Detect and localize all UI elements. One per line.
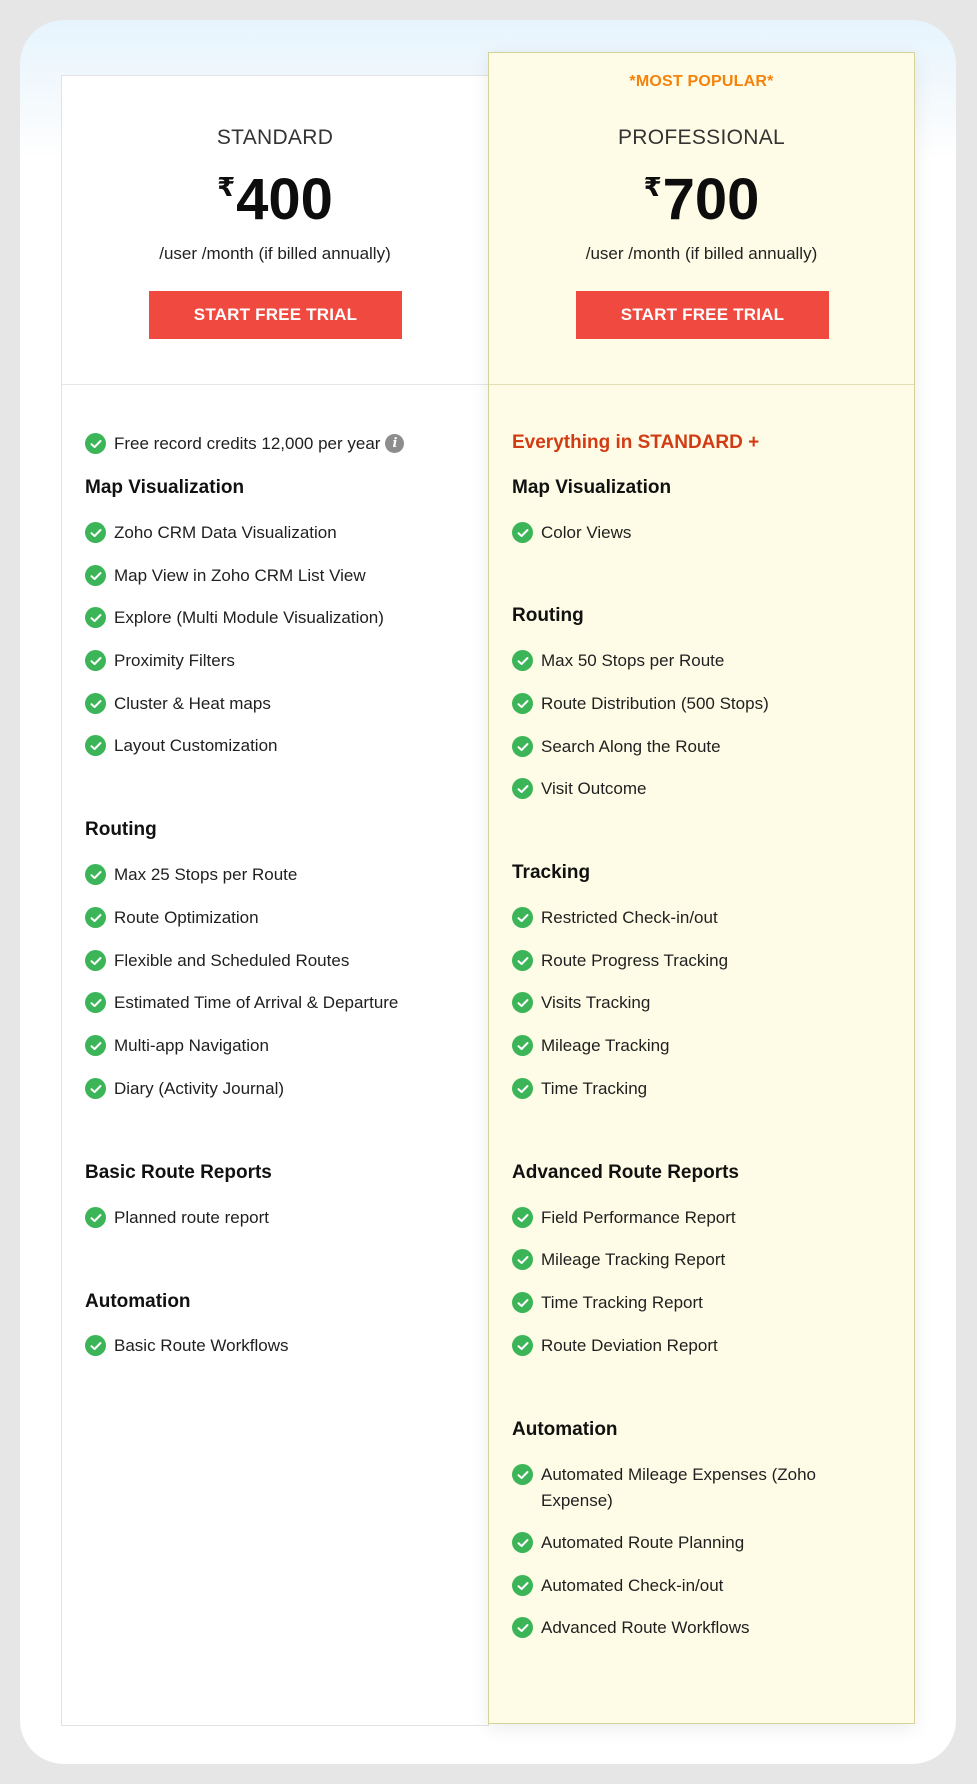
- check-icon: [512, 1078, 533, 1099]
- feature-item: [85, 1076, 284, 1102]
- check-icon: [512, 1575, 533, 1596]
- feature-item: [512, 776, 647, 802]
- check-icon: [85, 1078, 106, 1099]
- feature-item: [85, 1033, 269, 1059]
- check-icon: [512, 1617, 533, 1638]
- check-icon: [85, 992, 106, 1013]
- feature-item: [85, 648, 235, 674]
- feature-label: Field Performance Report: [541, 1208, 736, 1227]
- check-icon: [512, 778, 533, 799]
- feature-label: Cluster & Heat maps: [114, 694, 271, 713]
- check-icon: [512, 1464, 533, 1485]
- price-amount: 700: [662, 167, 760, 232]
- feature-item: [512, 1205, 736, 1231]
- billing-note: /user /month (if billed annually): [159, 244, 391, 263]
- feature-item: [512, 1615, 750, 1641]
- feature-item: [85, 1333, 288, 1359]
- feature-label: Route Deviation Report: [541, 1336, 718, 1355]
- feature-item: [512, 1573, 723, 1599]
- feature-label: Automated Check-in/out: [541, 1576, 724, 1595]
- section-title: Automation: [512, 1419, 618, 1440]
- currency-symbol: ₹: [643, 172, 662, 202]
- feature-item: [85, 563, 366, 589]
- feature-label: Automated Route Planning: [541, 1533, 745, 1552]
- price-amount: 400: [236, 167, 333, 232]
- section-title: Tracking: [512, 862, 591, 883]
- check-icon: [512, 1292, 533, 1313]
- feature-label: Restricted Check-in/out: [541, 908, 718, 927]
- feature-label: Multi-app Navigation: [114, 1036, 269, 1055]
- feature-item: [512, 1290, 703, 1316]
- section-title: Advanced Route Reports: [512, 1162, 739, 1183]
- feature-item: [512, 990, 650, 1016]
- plan-price: [489, 168, 914, 232]
- feature-label: Time Tracking: [541, 1079, 648, 1098]
- start-free-trial-button[interactable]: START FREE TRIAL: [576, 291, 829, 339]
- feature-item: [85, 605, 384, 631]
- plan-card-professional: [488, 52, 915, 1724]
- check-icon: [85, 1035, 106, 1056]
- feature-label: Zoho CRM Data Visualization: [114, 523, 337, 542]
- feature-item: [85, 733, 277, 759]
- check-icon: [85, 735, 106, 756]
- feature-item: [512, 520, 631, 546]
- check-icon: [512, 950, 533, 971]
- currency-symbol: ₹: [217, 172, 236, 202]
- billing-note: /user /month (if billed annually): [585, 244, 818, 263]
- feature-label: Mileage Tracking: [541, 1036, 670, 1055]
- check-icon: [85, 1207, 106, 1228]
- feature-label: Flexible and Scheduled Routes: [114, 951, 350, 970]
- feature-item: [512, 691, 769, 717]
- feature-item: [512, 1076, 647, 1102]
- section-title: Routing: [512, 605, 584, 626]
- check-icon: [85, 522, 106, 543]
- feature-item: [85, 431, 404, 457]
- section-title: Map Visualization: [512, 477, 672, 498]
- feature-item: [512, 1247, 725, 1273]
- feature-item: [85, 520, 337, 546]
- check-icon: [85, 950, 106, 971]
- check-icon: [512, 1035, 533, 1056]
- check-icon: [85, 650, 106, 671]
- feature-label: Free record credits 12,000 per year i: [114, 431, 404, 457]
- check-icon: [85, 1335, 106, 1356]
- check-icon: [512, 693, 533, 714]
- check-icon: [85, 693, 106, 714]
- feature-label: Time Tracking Report: [541, 1293, 703, 1312]
- feature-item: [85, 862, 297, 888]
- feature-item: [512, 734, 721, 760]
- section-title: Routing: [85, 819, 157, 840]
- feature-label: Estimated Time of Arrival & Departure: [114, 993, 399, 1012]
- feature-item: [85, 948, 349, 974]
- feature-label: Automated Mileage Expenses (Zoho Expense): [541, 1465, 816, 1510]
- divider: [489, 384, 914, 385]
- feature-label: Visits Tracking: [541, 993, 651, 1012]
- feature-label: Proximity Filters: [114, 651, 235, 670]
- check-icon: [512, 907, 533, 928]
- feature-item: [512, 1033, 670, 1059]
- check-icon: [512, 736, 533, 757]
- feature-label: Route Optimization: [114, 908, 259, 927]
- feature-label: Diary (Activity Journal): [114, 1079, 285, 1098]
- includes-heading: Everything in STANDARD +: [512, 432, 760, 453]
- plan-title: STANDARD: [216, 126, 334, 149]
- feature-label: Basic Route Workflows: [114, 1336, 289, 1355]
- feature-item: [512, 1333, 718, 1359]
- plan-title: PROFESSIONAL: [618, 126, 785, 149]
- feature-label: Route Progress Tracking: [541, 951, 729, 970]
- section-title: Map Visualization: [85, 477, 245, 498]
- check-icon: [85, 864, 106, 885]
- plan-card-standard: [61, 75, 489, 1726]
- feature-label: Mileage Tracking Report: [541, 1250, 726, 1269]
- check-icon: [85, 907, 106, 928]
- most-popular-badge: *MOST POPULAR*: [629, 73, 774, 90]
- feature-item: [85, 1205, 269, 1231]
- feature-label: Max 50 Stops per Route: [541, 651, 725, 670]
- feature-label: Visit Outcome: [541, 779, 647, 798]
- feature-label: Explore (Multi Module Visualization): [114, 608, 384, 627]
- check-icon: [512, 650, 533, 671]
- feature-label: Route Distribution (500 Stops): [541, 694, 769, 713]
- feature-item: [512, 1530, 744, 1556]
- check-icon: [512, 1532, 533, 1553]
- check-icon: [512, 1249, 533, 1270]
- plan-price: [62, 168, 488, 232]
- section-title: Basic Route Reports: [85, 1162, 272, 1183]
- check-icon: [512, 1335, 533, 1356]
- feature-label: Layout Customization: [114, 736, 278, 755]
- feature-item: [85, 990, 398, 1016]
- feature-label: Search Along the Route: [541, 737, 721, 756]
- check-icon: [85, 607, 106, 628]
- check-icon: [512, 522, 533, 543]
- feature-label: Color Views: [541, 523, 632, 542]
- check-icon: [85, 565, 106, 586]
- feature-label: Planned route report: [114, 1208, 269, 1227]
- start-free-trial-button[interactable]: START FREE TRIAL: [149, 291, 402, 339]
- feature-item: [85, 691, 271, 717]
- feature-item: [85, 905, 259, 931]
- feature-label: Map View in Zoho CRM List View: [114, 566, 366, 585]
- check-icon: [512, 1207, 533, 1228]
- feature-item: [512, 905, 718, 931]
- feature-label: Max 25 Stops per Route: [114, 865, 298, 884]
- feature-item: [512, 948, 728, 974]
- check-icon: [85, 433, 106, 454]
- section-title: Automation: [85, 1291, 191, 1312]
- divider: [62, 384, 488, 385]
- feature-item: [512, 1462, 842, 1514]
- feature-item: [512, 648, 724, 674]
- feature-label: Advanced Route Workflows: [541, 1618, 750, 1637]
- info-icon[interactable]: i: [385, 434, 404, 453]
- check-icon: [512, 992, 533, 1013]
